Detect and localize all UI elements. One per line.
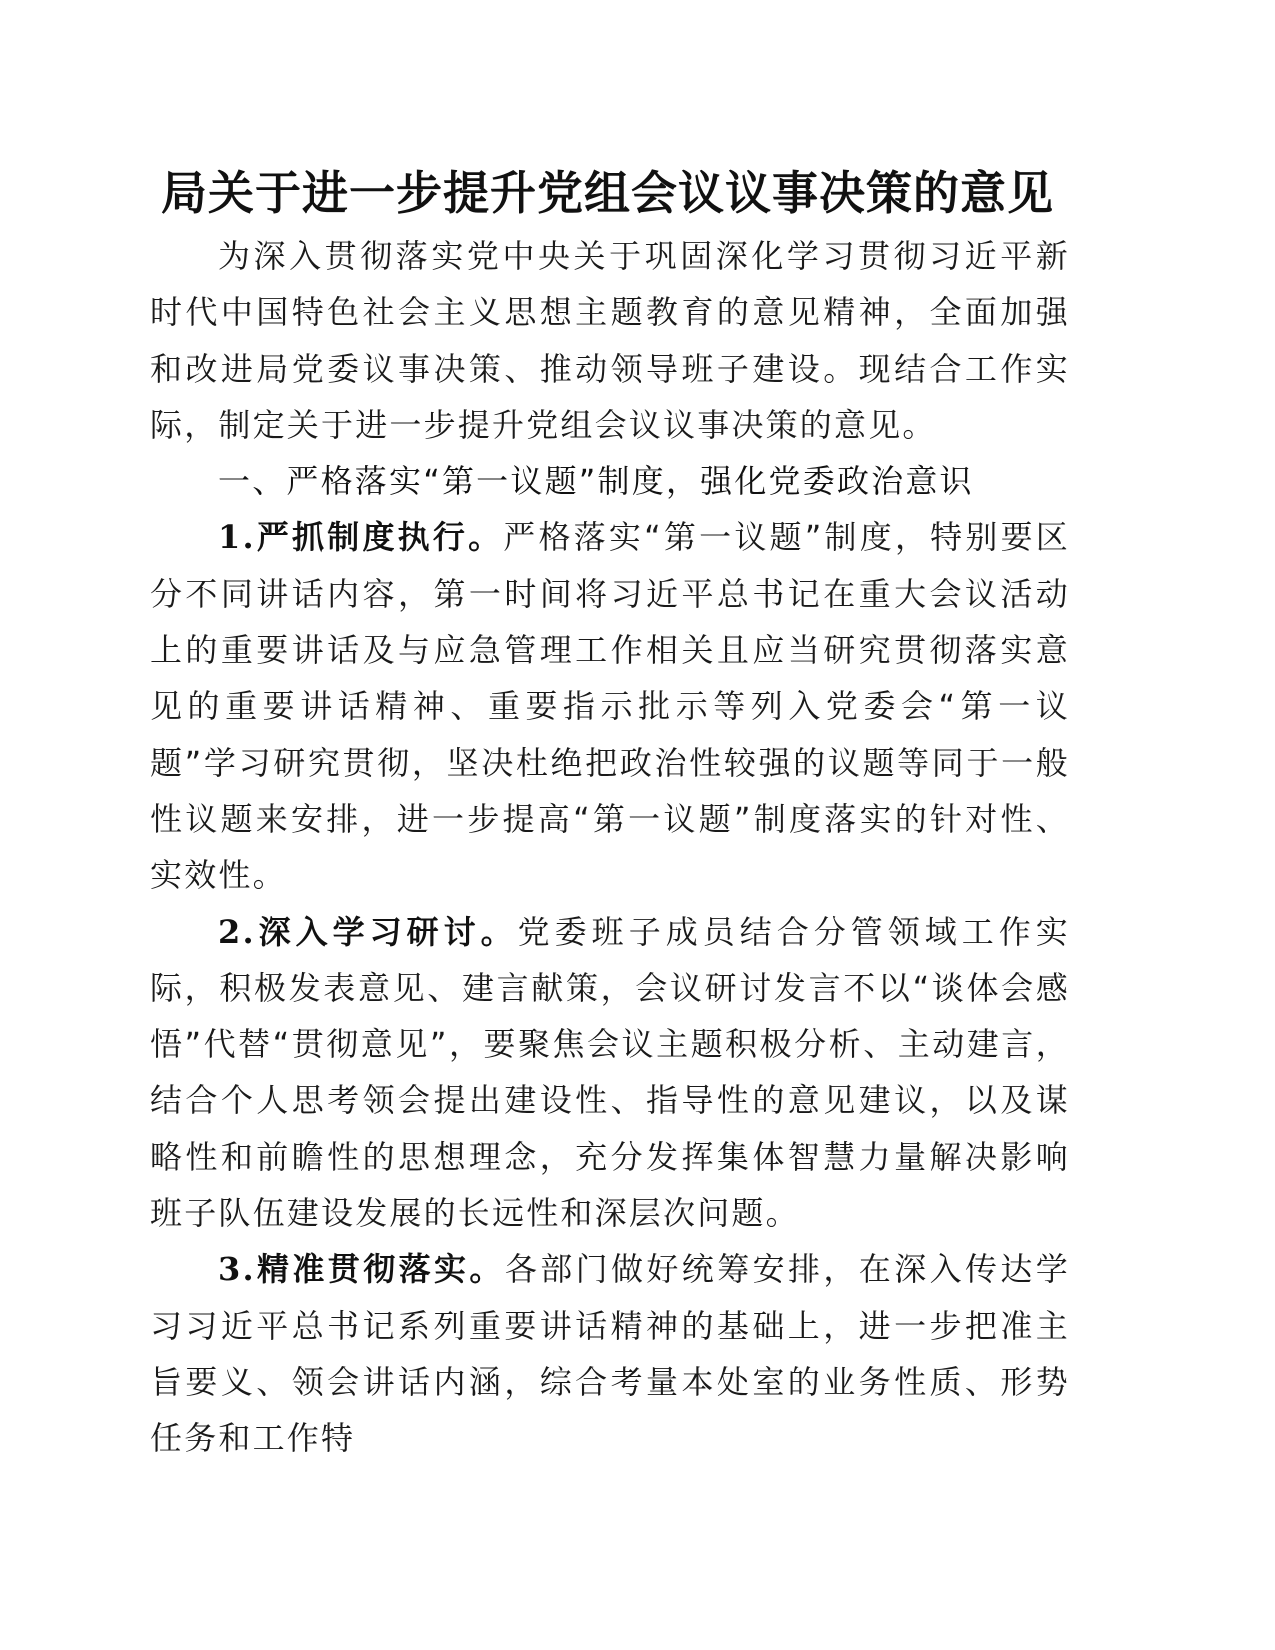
item-text-1: 严格落实“第一议题”制度，特别要区分不同讲话内容，第一时间将习近平总书记在重大会议活动上的重要讲话及与应急管理工作相关且应当研究贯彻落实意见的重要讲话精神、重要指示批示等列入党委会“第一议题”学习研究贯彻，坚决杜绝把政治性较强的议题等同于一般性议题来安排，进一步提高“第一议题”制度落实的针对性、实效性。 <box>150 518 1070 895</box>
item-text-2: 党委班子成员结合分管领域工作实际，积极发表意见、建言献策，会议研讨发言不以“谈体会感悟”代替“贯彻意见”，要聚焦会议主题积极分析、主动建言，结合个人思考领会提出建设性、指导性的意见建议，以及谋略性和前瞻性的思想理念，充分发挥集体智慧力量解决影响班子队伍建设发展的长远性和深层次问题。 <box>150 912 1070 1233</box>
item-title-1: 1.严抓制度执行。 <box>218 518 504 557</box>
item-title-3: 3.精准贯彻落实。 <box>218 1250 505 1289</box>
item-title-2: 2.深入学习研讨。 <box>218 912 518 951</box>
section-heading: 一、严格落实“第一议题”制度，强化党委政治意识 <box>218 462 974 501</box>
item-text-3: 各部门做好统筹安排，在深入传达学习习近平总书记系列重要讲话精神的基础上，进一步把准主旨要义、领会讲话内涵，综合考量本处室的业务性质、形势任务和工作特 <box>150 1250 1070 1458</box>
intro-paragraph: 为深入贯彻落实党中央关于巩固深化学习贯彻习近平新时代中国特色社会主义思想主题教育的意见精神，全面加强和改进局党委议事决策、推动领导班子建设。现结合工作实际，制定关于进一步提升党组会议议事决策的意见。 <box>150 237 1070 444</box>
item-paragraph-3 <box>150 1241 1070 1466</box>
item-paragraph-2 <box>150 904 1070 1242</box>
document-body <box>150 228 1070 1467</box>
item-paragraph-1 <box>150 509 1070 903</box>
document-title: 局关于进一步提升党组会议议事决策的意见 <box>161 166 1054 220</box>
